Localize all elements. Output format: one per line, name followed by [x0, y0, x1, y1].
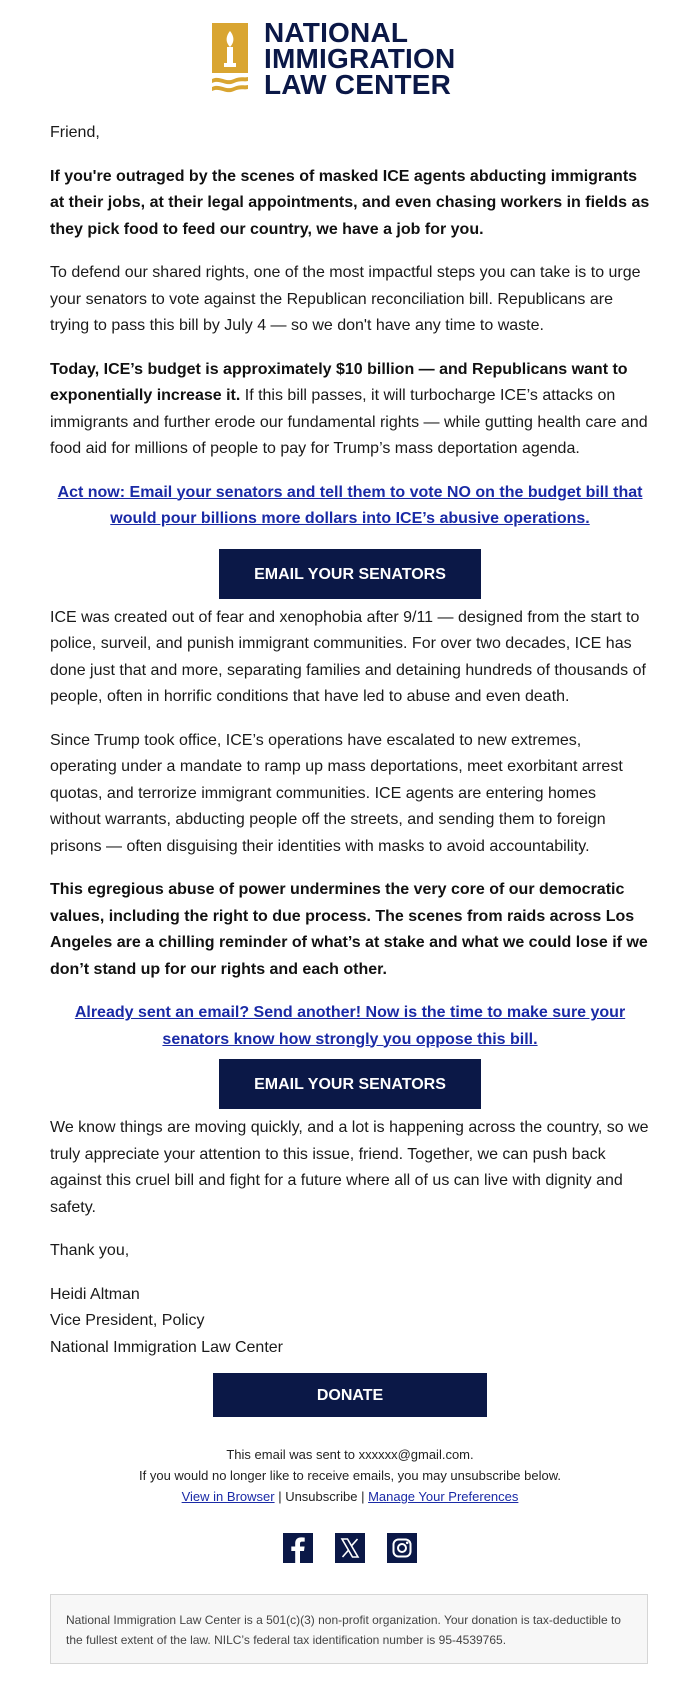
intro-paragraph: If you're outraged by the scenes of masked ICE agents abducting immigrants at their jobs, at their legal appointments, and even chasing workers in fields as they pick food to feed our country, we have a job for you.	[50, 167, 650, 238]
legal-disclaimer	[50, 1594, 648, 1664]
paragraph-urge-senators: To defend our shared rights, one of the most impactful steps you can take is to urge your senators to vote against the Republican reconciliation bill. Republicans are trying to pass this bill by July 4 — so we don't have any time to waste.	[50, 264, 641, 334]
unsubscribe-link[interactable]: Unsubscribe	[285, 1489, 358, 1504]
manage-preferences-link[interactable]: Manage Your Preferences	[368, 1489, 519, 1504]
act-now-link[interactable]: Act now: Email your senators and tell them to vote NO on the budget bill that would pour billions more dollars into ICE’s abusive operations.	[57, 483, 643, 527]
facebook-icon[interactable]	[283, 1533, 313, 1563]
paragraph-ice-history: ICE was created out of fear and xenophobia after 9/11 — designed from the start to police, surveil, and punish immigrant communities. For over two decades, ICE has done just that and more, separating families and detaining hundreds of thousands of people, often in horrific conditions that have led to abuse and even death.	[50, 608, 646, 705]
donate-button[interactable]: DONATE	[213, 1373, 487, 1417]
paragraph-ice-budget	[50, 357, 650, 463]
logo-line-3: LAW CENTER	[264, 69, 452, 100]
social-links	[283, 1533, 417, 1563]
x-icon[interactable]	[335, 1533, 365, 1563]
paragraph-appreciation: We know things are moving quickly, and a lot is happening across the country, so we truly appreciate your attention to this issue, friend. Together, we can push back against this cruel bill and fight for a future where all of us can live with dignity and safety.	[50, 1119, 649, 1216]
ice-budget-rest: If this bill passes, it will turbocharge ICE’s attacks on immigrants and further erode our fundamental rights — while gutting health care and food aid for millions of people to pay for Trump’s mass deportation agenda.	[50, 387, 648, 457]
ice-budget-highlight: Today, ICE’s budget is approximately $10 billion — and Republicans want to exponentially increase it.	[50, 360, 628, 404]
email-senators-button[interactable]: EMAIL YOUR SENATORS	[219, 549, 481, 599]
paragraph-abuse-of-power: This egregious abuse of power undermines the very core of our democratic values, including the right to due process. The scenes from raids across Los Angeles are a chilling reminder of what’s at stake and what we could lose if we don’t stand up for our rights and each other.	[50, 881, 648, 978]
signature-title: Vice President, Policy	[50, 1312, 205, 1329]
nilc-logo[interactable]	[212, 17, 492, 102]
email-footer	[0, 1444, 700, 1507]
email-body	[50, 120, 650, 1417]
signature-org: National Immigration Law Center	[50, 1338, 283, 1356]
sent-to-text: This email was sent to xxxxxx@gmail.com.	[226, 1447, 474, 1462]
separator: |	[274, 1489, 286, 1504]
email-senators-button-2[interactable]: EMAIL YOUR SENATORS	[219, 1059, 481, 1109]
signoff: Thank you,	[50, 1242, 130, 1259]
unsubscribe-note: If you would no longer like to receive emails, you may unsubscribe below.	[139, 1468, 561, 1483]
footer-links	[0, 1486, 700, 1507]
instagram-icon[interactable]	[387, 1533, 417, 1563]
logo-wordmark	[264, 17, 456, 100]
legal-text: National Immigration Law Center is a 501(c)(3) non-profit organization. Your donation is tax-deductible to the fullest extent of the law. NILC’s federal tax identification number is 95-4539765.	[66, 1613, 621, 1647]
signature-name: Heidi Altman	[50, 1285, 140, 1303]
send-another-link[interactable]: Already sent an email? Send another! Now is the time to make sure your senators know how strongly you oppose this bill.	[74, 1004, 626, 1048]
separator: |	[357, 1489, 369, 1504]
view-in-browser-link[interactable]: View in Browser	[181, 1489, 275, 1504]
greeting: Friend,	[50, 124, 100, 141]
torch-logo-icon	[212, 23, 248, 99]
paragraph-escalation: Since Trump took office, ICE’s operations have escalated to new extremes, operating under a mandate to ramp up mass deportations, meet exorbitant arrest quotas, and terrorize immigrant communities. ICE agents are entering homes without warrants, abducting people off the streets, and sending them to foreign prisons — often disguising their identities with masks to avoid accountability.	[50, 731, 623, 855]
logo-line-2: IMMIGRATION	[264, 43, 456, 74]
logo-line-1: NATIONAL	[264, 17, 409, 48]
